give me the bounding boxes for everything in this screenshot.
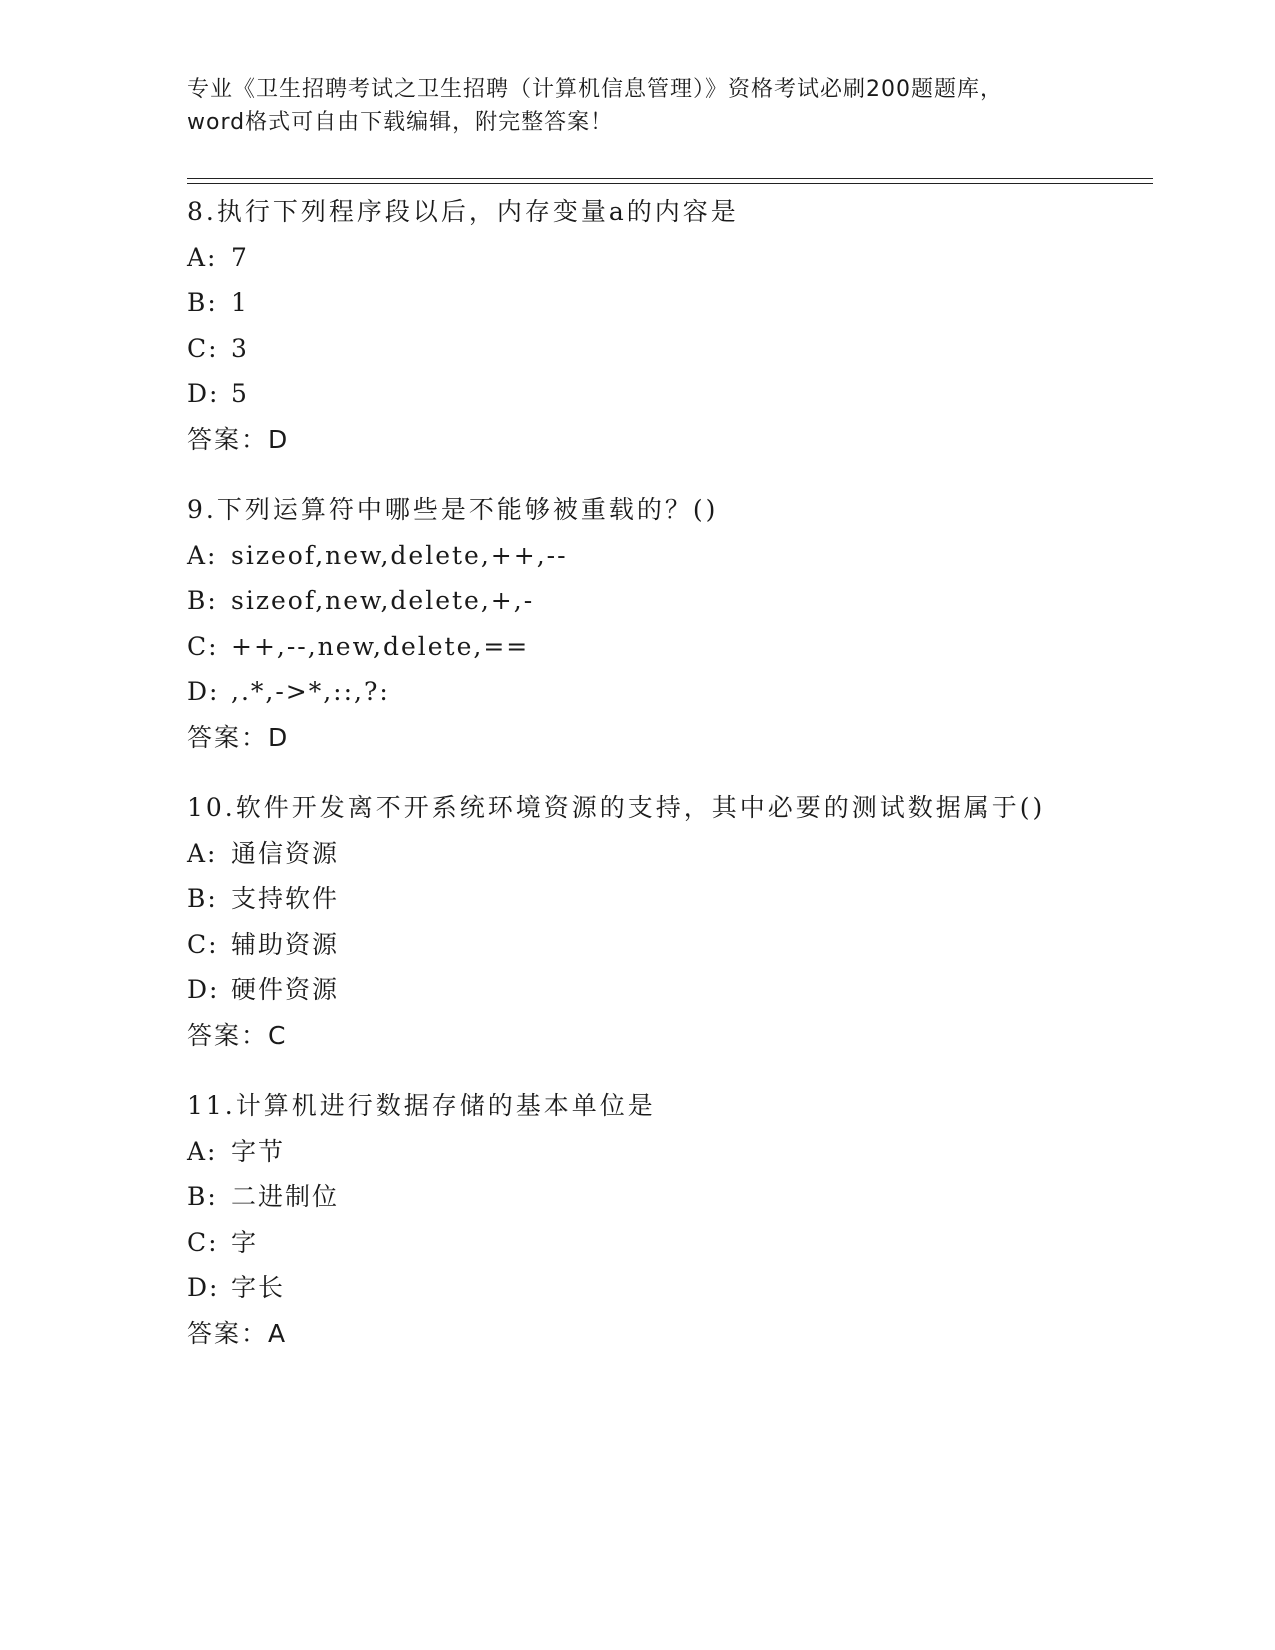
- header-divider-top: [187, 178, 1153, 179]
- option-c: [187, 326, 1147, 372]
- option-d: [187, 669, 1147, 715]
- answer-line: 答案：A: [187, 1318, 288, 1348]
- option-text: ++,--,new,delete,==: [231, 631, 530, 661]
- option-text: 二进制位: [231, 1182, 340, 1211]
- option-key: A:: [187, 1136, 218, 1166]
- option-text: 7: [231, 242, 249, 272]
- option-d: [187, 967, 1147, 1013]
- option-b: [187, 578, 1147, 624]
- option-a: [187, 533, 1147, 579]
- option-text: 辅助资源: [231, 929, 340, 959]
- option-text: 3: [231, 333, 249, 363]
- option-text: sizeof,new,delete,+,-: [231, 586, 535, 615]
- header-divider-bottom: [187, 183, 1153, 184]
- option-text: 支持软件: [231, 884, 340, 913]
- option-a: [187, 831, 1147, 877]
- option-d: [187, 1265, 1147, 1311]
- option-key: D:: [187, 975, 220, 1004]
- answer-line: 答案：D: [187, 722, 290, 752]
- option-key: B:: [187, 288, 218, 317]
- option-text: ,.*,->*,::,?:: [231, 677, 390, 706]
- option-text: 硬件资源: [231, 975, 340, 1004]
- option-key: D:: [187, 379, 220, 408]
- question-title: 9.下列运算符中哪些是不能够被重载的？(): [187, 495, 719, 524]
- option-key: B:: [187, 884, 218, 913]
- question-list: [187, 189, 1147, 1381]
- question-9: [187, 487, 1147, 760]
- question-10: [187, 785, 1147, 1058]
- option-a: [187, 235, 1147, 281]
- option-key: C:: [187, 929, 219, 959]
- question-8: [187, 189, 1147, 462]
- option-c: [187, 624, 1147, 670]
- option-b: [187, 876, 1147, 922]
- option-b: [187, 280, 1147, 326]
- question-title: 11.计算机进行数据存储的基本单位是: [187, 1091, 656, 1120]
- option-text: sizeof,new,delete,++,--: [231, 540, 568, 570]
- header-line-1: 专业《卫生招聘考试之卫生招聘（计算机信息管理）》资格考试必刷200题题库，: [187, 77, 1003, 102]
- option-key: D:: [187, 677, 220, 706]
- option-text: 字节: [231, 1136, 286, 1166]
- option-key: A:: [187, 242, 218, 272]
- option-key: D:: [187, 1273, 220, 1302]
- answer-line: 答案：C: [187, 1020, 288, 1050]
- document-header: [187, 73, 1087, 139]
- option-text: 字长: [231, 1273, 286, 1302]
- option-key: A:: [187, 838, 218, 868]
- option-text: 1: [231, 288, 249, 317]
- option-key: B:: [187, 1182, 218, 1211]
- option-c: [187, 1220, 1147, 1266]
- option-key: C:: [187, 631, 219, 661]
- option-text: 字: [231, 1227, 259, 1257]
- question-11: [187, 1083, 1147, 1356]
- option-d: [187, 371, 1147, 417]
- option-key: B:: [187, 586, 218, 615]
- option-a: [187, 1129, 1147, 1175]
- answer-line: 答案：D: [187, 424, 290, 454]
- header-line-2: word格式可自由下载编辑，附完整答案！: [187, 110, 614, 135]
- option-key: A:: [187, 540, 218, 570]
- option-b: [187, 1174, 1147, 1220]
- option-c: [187, 922, 1147, 968]
- option-text: 通信资源: [231, 838, 340, 868]
- question-title: 10.软件开发离不开系统环境资源的支持，其中必要的测试数据属于(): [187, 793, 1046, 822]
- option-text: 5: [231, 379, 249, 408]
- option-key: C:: [187, 1227, 219, 1257]
- question-title: 8.执行下列程序段以后，内存变量a的内容是: [187, 197, 739, 226]
- option-key: C:: [187, 333, 219, 363]
